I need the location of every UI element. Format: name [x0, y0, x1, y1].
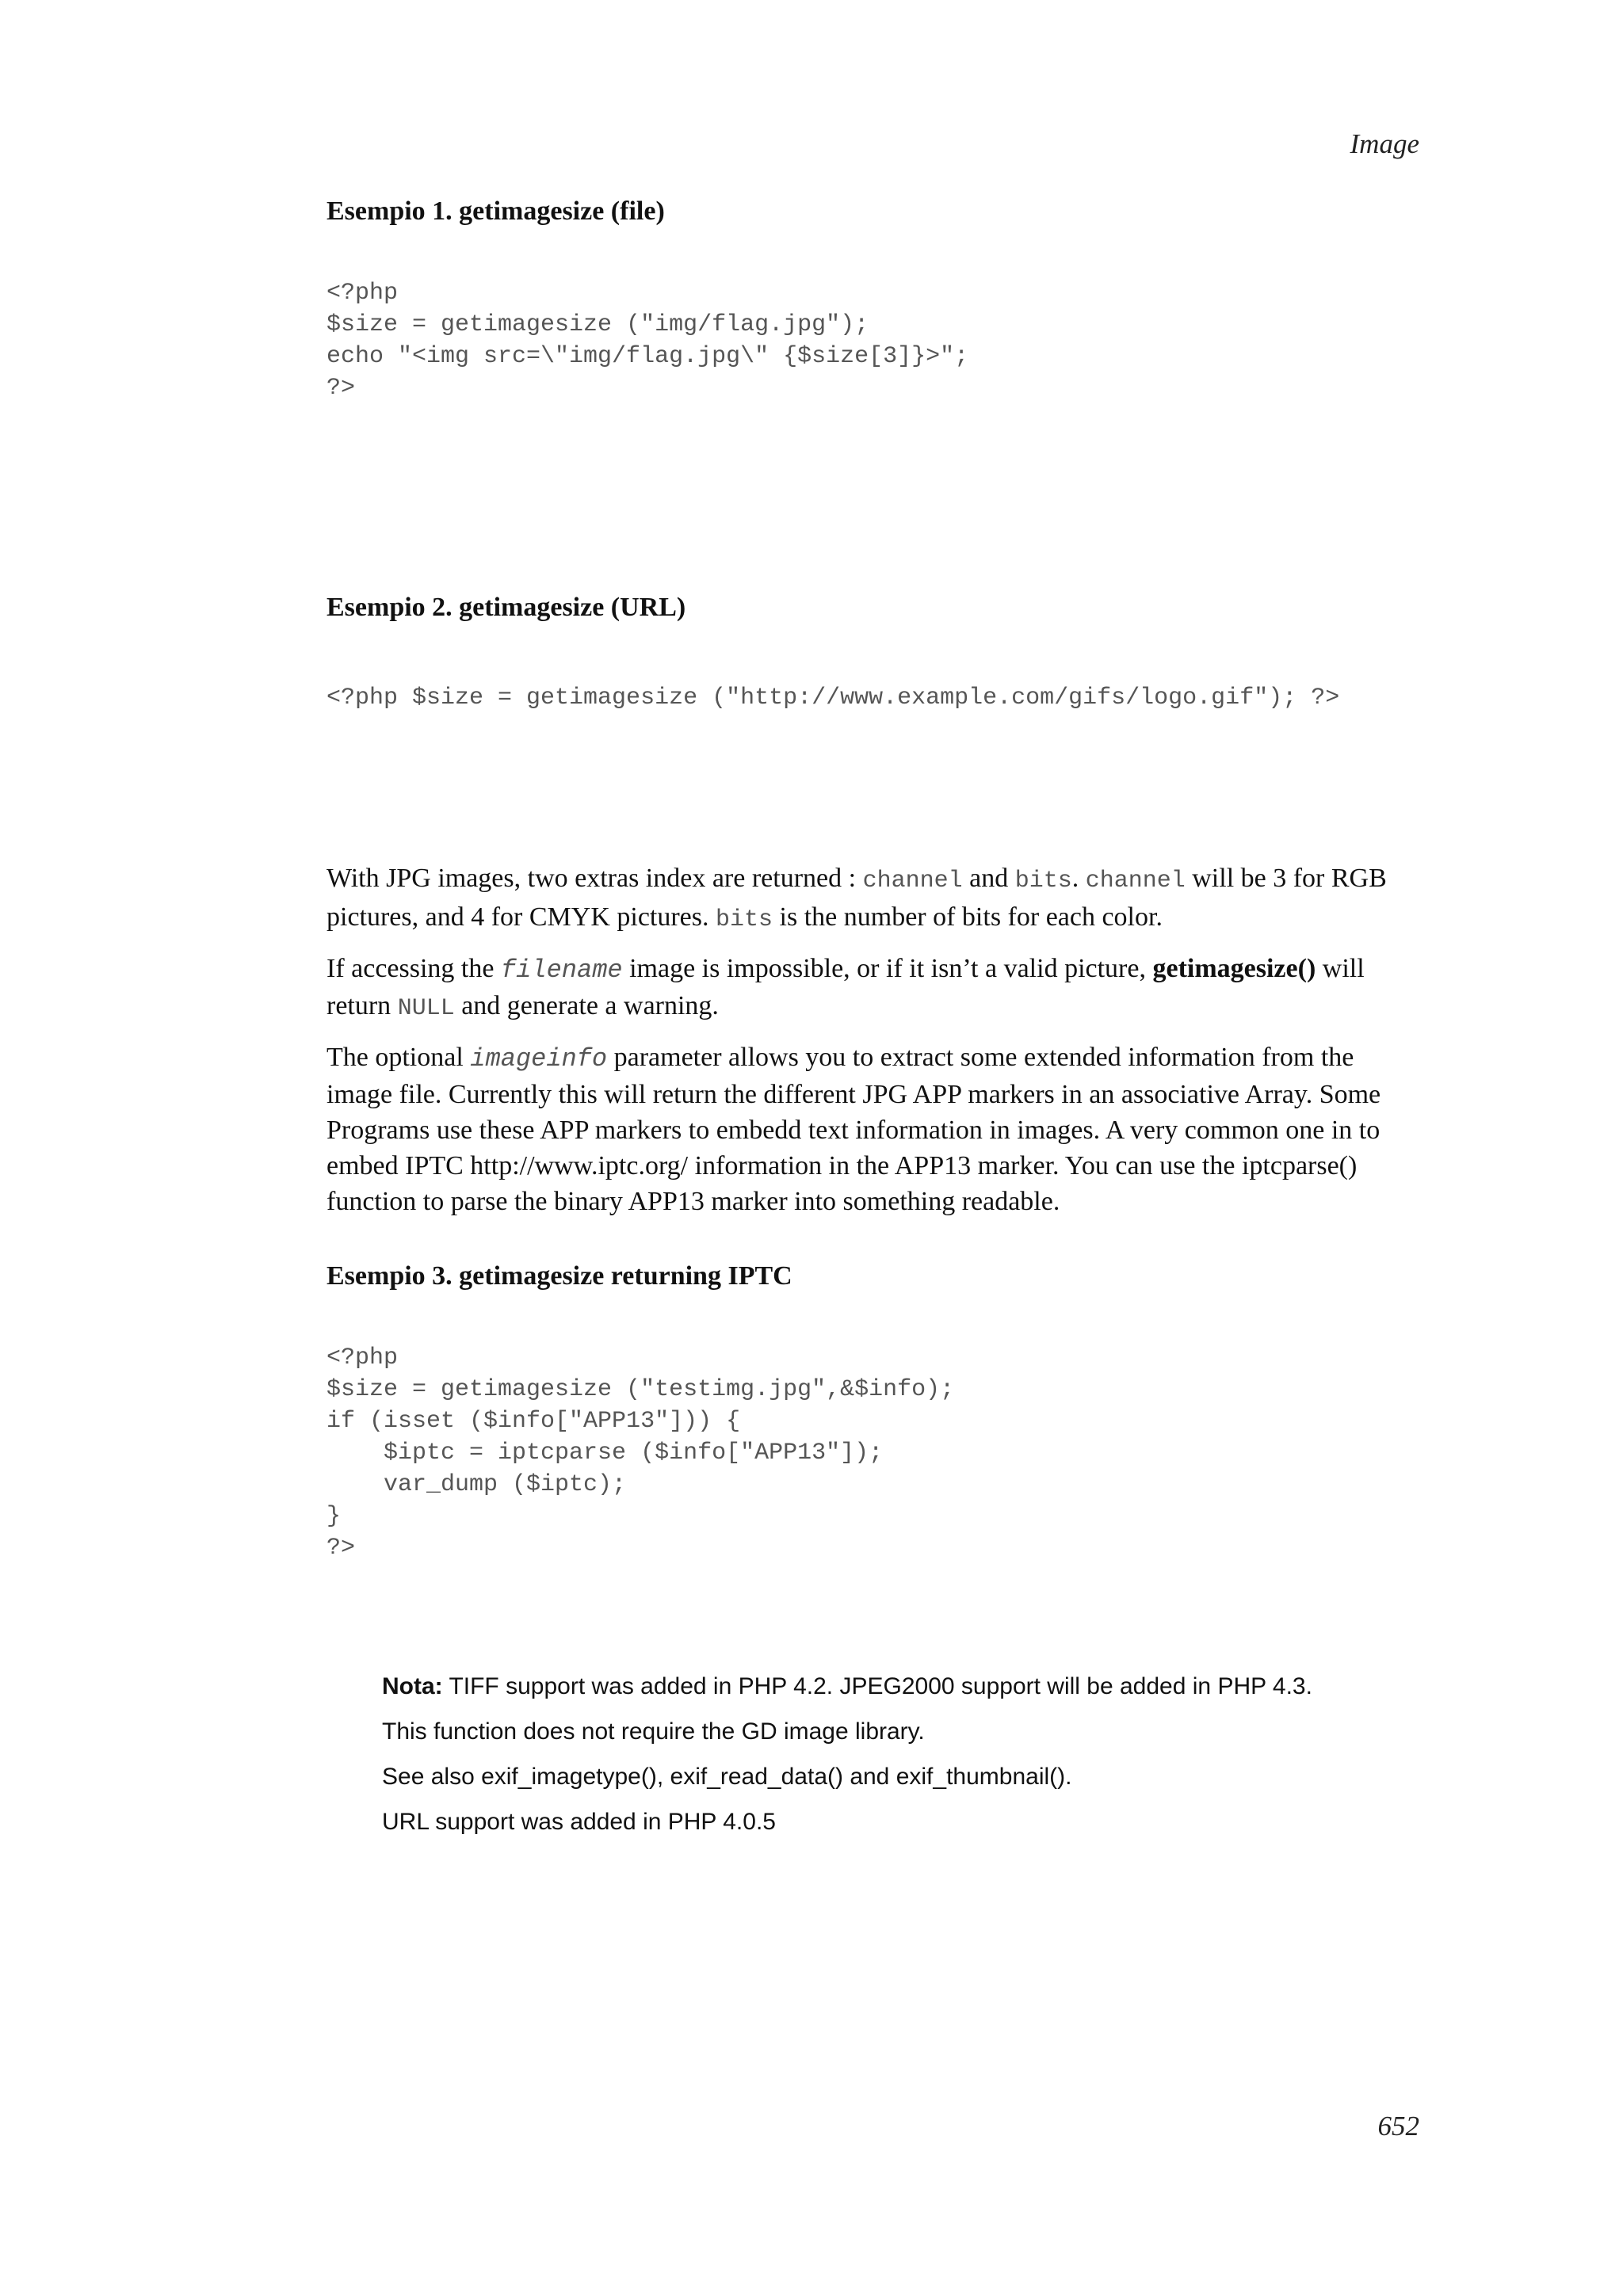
page-number: 652: [1377, 2111, 1419, 2142]
text: and generate a warning.: [454, 991, 719, 1020]
paragraph-jpg-extras: [327, 860, 1420, 938]
text: parameter allows you to extract some extended information from the image file. Currently this will return the different JPG APP markers in an associative Array. Some Programs use these APP markers to embedd text information in images. A very common one in to embed IPTC http://www.iptc.org/ information in the APP13 marker. You can use the iptcparse() function to parse the binary APP13 marker into something readable.: [327, 1043, 1381, 1216]
running-header: Image: [1350, 128, 1419, 159]
page-content: [327, 194, 1420, 1852]
note-label: Nota:: [382, 1673, 443, 1699]
inline-code-bits: bits: [1014, 868, 1072, 894]
example-3-code: <?php $size = getimagesize ("testimg.jpg",&$info); if (isset ($info["APP13"])) { $iptc = iptcparse ($info["APP13"]); var_dump ($iptc); } ?>: [327, 1344, 955, 1562]
note-line: This function does not require the GD image library.: [382, 1718, 925, 1745]
inline-code-null: NULL: [397, 995, 455, 1022]
note-block: [382, 1671, 1420, 1838]
example-3-title: Esempio 3. getimagesize returning IPTC: [327, 1261, 792, 1291]
note-first-line: [382, 1671, 1420, 1703]
inline-code-bits: bits: [716, 906, 773, 933]
paragraph-imageinfo: [327, 1039, 1420, 1219]
example-2-title: Esempio 2. getimagesize (URL): [327, 593, 686, 622]
text: and: [962, 864, 1015, 893]
inline-code-channel: channel: [1085, 868, 1186, 894]
function-name: getimagesize(): [1152, 954, 1316, 983]
note-text: TIFF support was added in PHP 4.2. JPEG2000 support will be added in PHP 4.3.: [442, 1673, 1312, 1699]
param-filename: filename: [500, 955, 623, 985]
text: The optional: [327, 1043, 471, 1072]
text: will be 3 for RGB pictures, and 4 for CMYK pictures.: [327, 864, 1387, 932]
note-line: URL support was added in PHP 4.0.5: [382, 1809, 776, 1835]
inline-code-channel: channel: [862, 868, 963, 894]
text: image is impossible, or if it isn’t a valid picture,: [622, 954, 1153, 983]
example-1-code: <?php $size = getimagesize ("img/flag.jpg"); echo "<img src=\"img/flag.jpg\" {$size[3]}>"; ?>: [327, 280, 969, 402]
example-2-code: <?php $size = getimagesize ("http://www.example.com/gifs/logo.gif"); ?>: [327, 685, 1340, 711]
text: is the number of bits for each color.: [773, 902, 1163, 932]
text: .: [1071, 864, 1086, 893]
note-line: See also exif_imagetype(), exif_read_data() and exif_thumbnail().: [382, 1764, 1072, 1790]
param-imageinfo: imageinfo: [470, 1044, 608, 1074]
text: With JPG images, two extras index are returned :: [327, 864, 863, 893]
text: will return: [327, 954, 1365, 1020]
example-1-title: Esempio 1. getimagesize (file): [327, 196, 665, 226]
text: If accessing the: [327, 954, 501, 983]
paragraph-failure: [327, 951, 1420, 1027]
